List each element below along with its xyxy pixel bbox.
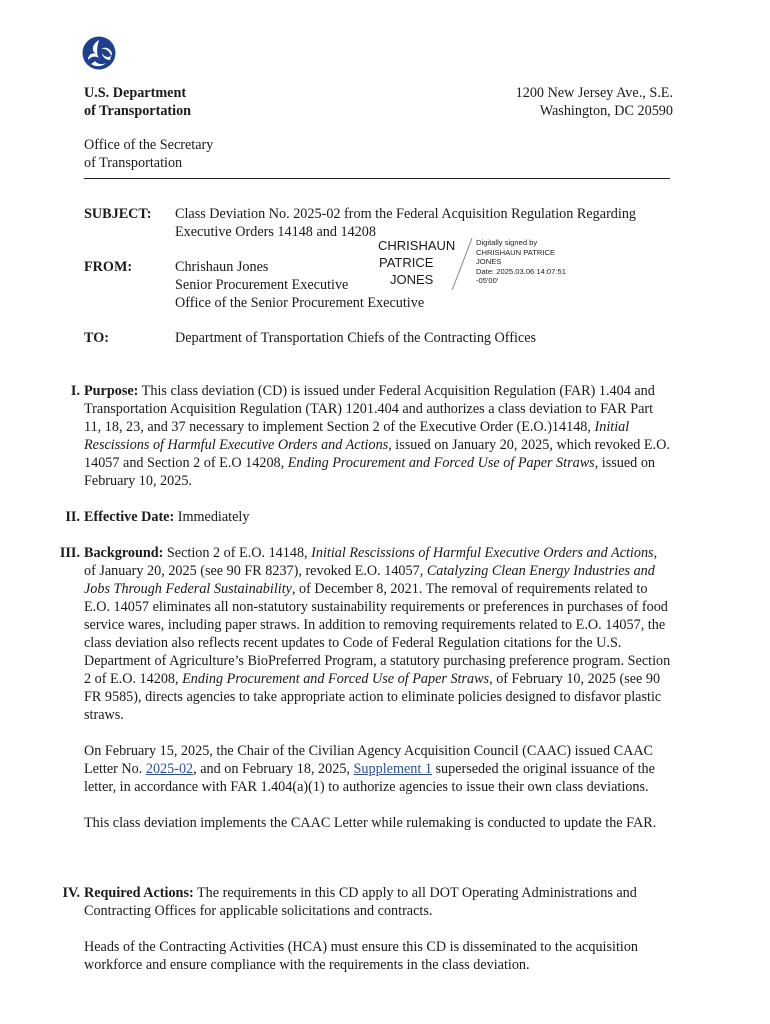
signature-name: CHRISHAUN PATRICE JONES [378, 238, 456, 287]
office-name: Office of the Secretary of Transportation [84, 137, 214, 171]
header-divider [84, 178, 670, 179]
to-label: TO: [84, 330, 109, 346]
section-heading: Required Actions: [84, 885, 194, 901]
to-value: Department of Transportation Chiefs of the Contracting Offices [175, 330, 537, 346]
section-number: II. [65, 509, 80, 525]
supplement-link[interactable]: Supplement 1 [353, 761, 432, 777]
section-heading: Background: [84, 545, 164, 561]
from-label: FROM: [84, 259, 133, 275]
department-address: 1200 New Jersey Ave., S.E. Washington, DC 20590 [515, 85, 673, 119]
section-number: III. [59, 545, 80, 561]
caac-letter-link[interactable]: 2025-02 [145, 761, 194, 777]
from-value: Chrishaun Jones Senior Procurement Executive Office of the Senior Procurement Executive [175, 259, 425, 311]
dot-logo-icon [82, 36, 116, 70]
section-number: I. [70, 383, 80, 399]
section-number: IV. [62, 885, 80, 901]
subject-value: Class Deviation No. 2025-02 from the Federal Acquisition Regulation Regarding Executive Orders 14148 and 14208 [175, 206, 637, 240]
subject-label: SUBJECT: [84, 206, 152, 222]
section-heading: Effective Date: [84, 509, 175, 525]
signature-details: Digitally signed by CHRISHAUN PATRICE JONES Date: 2025.03.06 14:07:51 -05'00' [476, 238, 566, 286]
department-name: U.S. Department of Transportation [84, 85, 192, 119]
section-heading: Purpose: [84, 383, 139, 399]
